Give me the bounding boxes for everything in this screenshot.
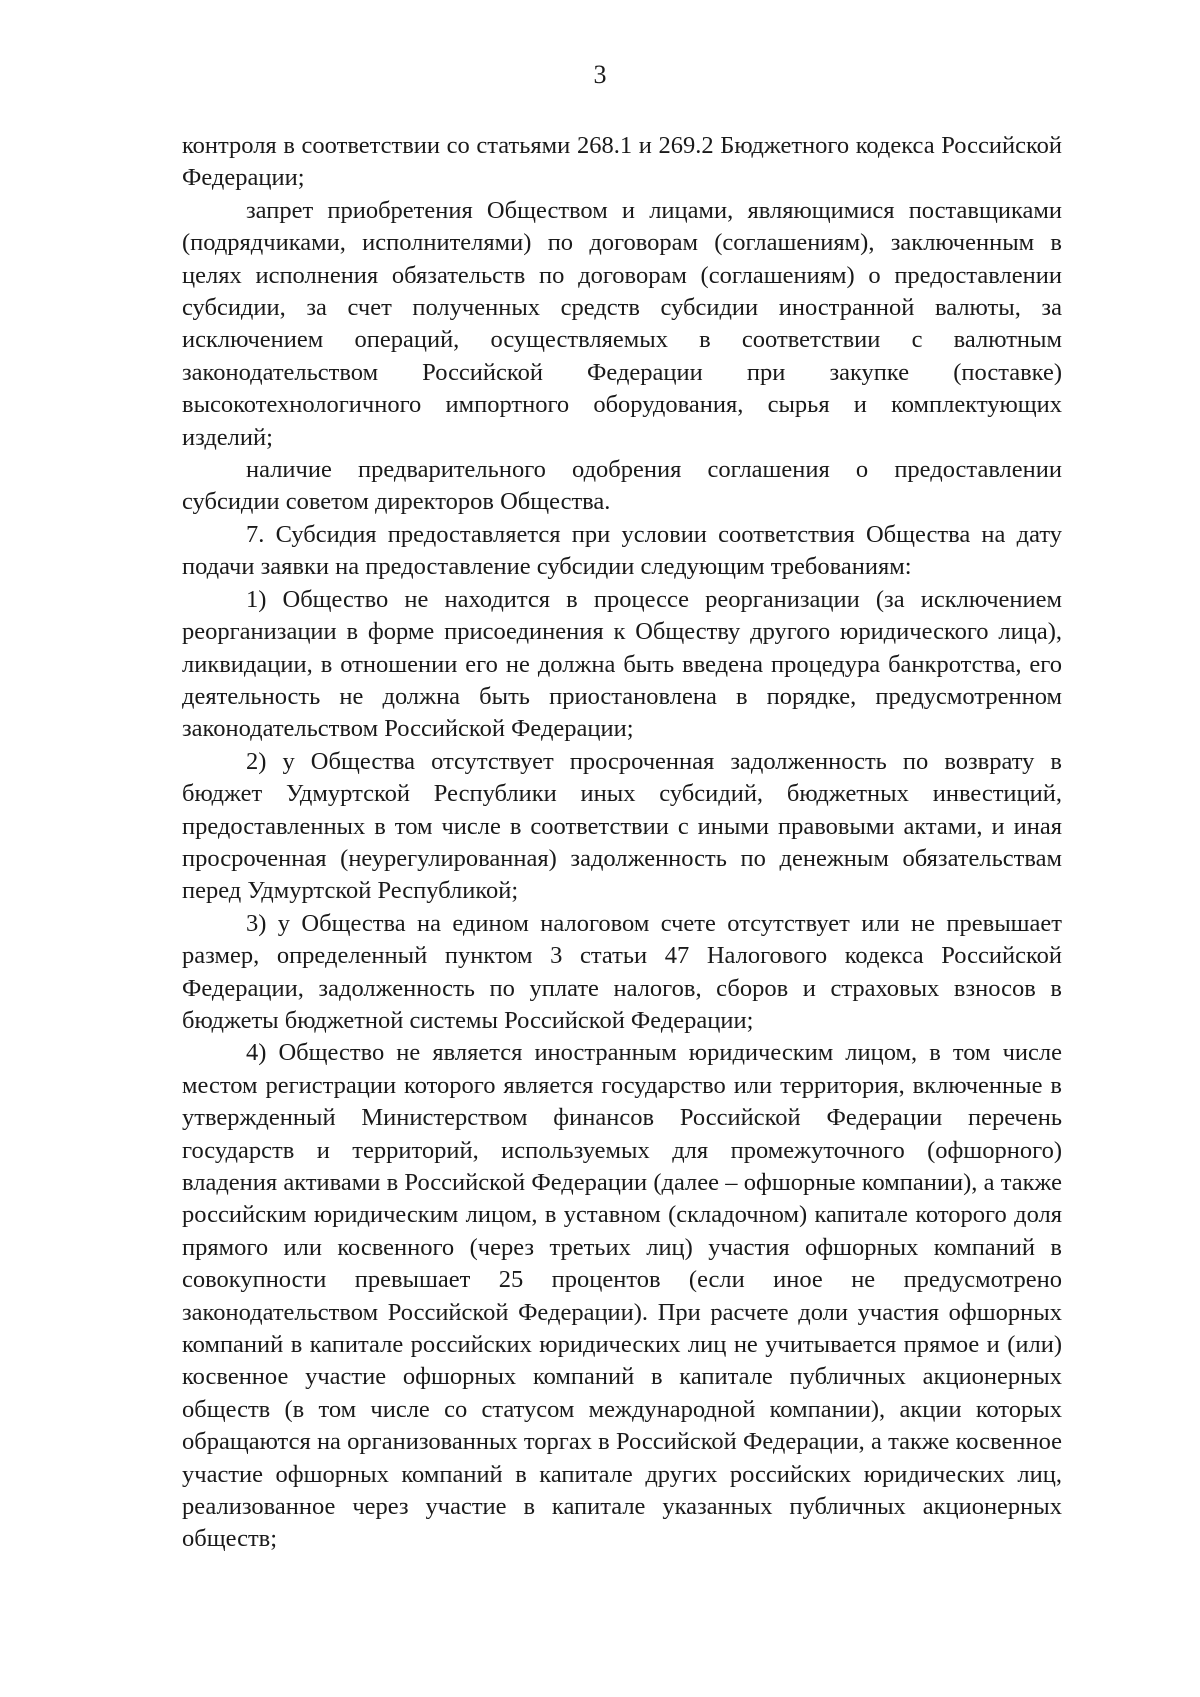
paragraph-currency-ban: запрет приобретения Обществом и лицами, являющимися поставщиками (подрядчиками, исполнителями) по договорам (соглашениям), заключенным в целях исполнения обязательств по договорам (соглашениям) о предоставлении субсидии, за счет полученных средств субсидии иностранной валюты, за исключением операций, осуществляемых в соответствии с валютным законодательством Российской Федерации при закупке (поставке) высокотехнологичного импортного оборудования, сырья и комплектующих изделий; — [182, 196, 1062, 451]
paragraph-item-3: 3) у Общества на едином налоговом счете отсутствует или не превышает размер, определенный пунктом 3 статьи 47 Налогового кодекса Российской Федерации, задолженность по уплате налогов, сборов и страховых взносов в бюджеты бюджетной системы Российской Федерации; — [182, 909, 1062, 1034]
paragraph-board-approval: наличие предварительного одобрения соглашения о предоставлении субсидии советом директоров Общества. — [182, 456, 1062, 516]
paragraph-item-2: 2) у Общества отсутствует просроченная задолженность по возврату в бюджет Удмуртской Республики иных субсидий, бюджетных инвестиций, предоставленных в том числе в соответствии с иными правовыми актами, и иная просроченная (неурегулированная) задолженность по денежным обязательствам перед Удмуртской Республикой; — [182, 747, 1062, 905]
paragraph-clause-7: 7. Субсидия предоставляется при условии соответствия Общества на дату подачи заявки на предоставление субсидии следующим требованиям: — [182, 520, 1062, 581]
page-number: 3 — [593, 60, 607, 89]
document-body — [182, 130, 1062, 1556]
paragraph-continuation: контроля в соответствии со статьями 268.1 и 269.2 Бюджетного кодекса Российской Федерации; — [182, 132, 1062, 192]
paragraph-item-4: 4) Общество не является иностранным юридическим лицом, в том числе местом регистрации которого является государство или территория, включенные в утвержденный Министерством финансов Российской Федерации перечень государств и территорий, используемых для промежуточного (офшорного) владения активами в Российской Федерации (далее – офшорные компании), а также российским юридическим лицом, в уставном (складочном) капитале которого доля прямого или косвенного (через третьих лиц) участия офшорных компаний в совокупности превышает 25 процентов (если иное не предусмотрено законодательством Российской Федерации). При расчете доли участия офшорных компаний в капитале российских юридических лиц не учитывается прямое и (или) косвенное участие офшорных компаний в капитале публичных акционерных обществ (в том числе со статусом международной компании), акции которых обращаются на организованных торгах в Российской Федерации, а также косвенное участие офшорных компаний в капитале других российских юридических лиц, реализованное через участие в капитале указанных публичных акционерных обществ; — [182, 1039, 1062, 1553]
paragraph-item-1: 1) Общество не находится в процессе реорганизации (за исключением реорганизации в форме присоединения к Обществу другого юридического лица), ликвидации, в отношении его не должна быть введена процедура банкротства, его деятельность не должна быть приостановлена в порядке, предусмотренном законодательством Российской Федерации; — [182, 585, 1062, 743]
